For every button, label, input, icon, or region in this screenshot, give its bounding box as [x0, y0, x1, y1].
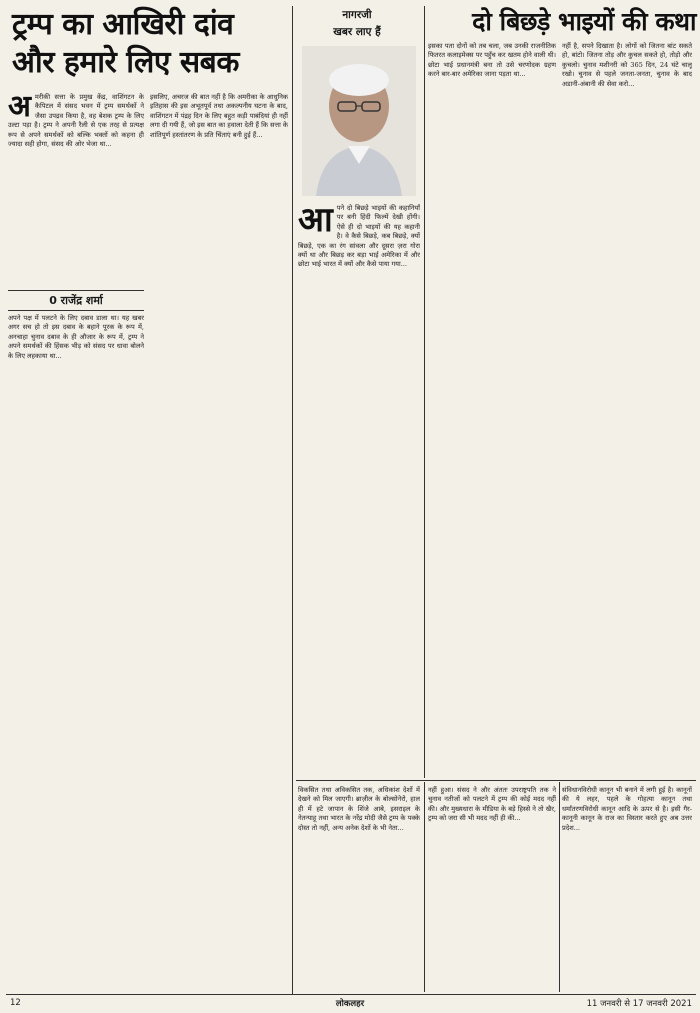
page-number: 12 — [10, 998, 21, 1008]
right-article-col2 — [562, 42, 692, 776]
center-text-2-body: विकसित तथा अविकसित तक, अधिकांश देशों में देखने को मिल जाएगी। ब्राज़ील के बोल्सोनेरो, हाल ही में हटे जापान के शिंजे आबे, इसराइल के नेतन्याहू तथा भारत के नरेंद्र मोदी जैसे ट्रम्प के पक्के दोस्त तो नहीं, अन्य अनेक देशों के भी नेता... — [298, 786, 420, 832]
left-dropcap: अ — [8, 93, 31, 124]
left-author-rule-top — [8, 290, 144, 291]
right-col2-text: नहीं है, सपने दिखाता है। लोगों को जितना बांट सकते हो, बांटो। जितना तोड़ और कुचल सकते हो, तोड़ो और कुचलो। चुनाव मशीनरी को 365 दिन, 24 घंटे चालू रखो। चुनाव से पहले जनता-जनता, चुनाव के बाद अडानी-अंबानी की सेवा करो... — [562, 42, 692, 88]
left-author: 0 राजेंद्र शर्मा — [49, 294, 103, 307]
right-headline: दो बिछड़े भाइयों की कथा — [472, 7, 696, 36]
left-para3-text: इसलिए, अचरज की बात नहीं है कि अमरीका के आधुनिक इतिहास की इस अभूतपूर्व तथा अकल्पनीय घटना के बाद, वाशिंगटन में पंद्रह दिन के लिए बहुत कड़ी पाबंदियां ही नहीं लगा दी गयी हैं, जो इस बात का हवाला देती हैं कि सत्ता के शांतिपूर्ण हस्तांतरण के प्रति चिंताएं बनी हुई हैं... — [150, 93, 288, 139]
center-text-1 — [298, 204, 420, 776]
center-text-1-body: पने दो बिछड़े भाइयों की कहानियाँ पर बनी हिंदी फिल्में देखी होंगी। ऐसे ही दो भाइयों की यह कहानी है। वे कैसे बिछड़े, कब बिछड़े, क्यों बिछड़े, एक का रंग सांवला और दूसरा ज़रा गोरा क्यों था और बिछड़ कर बड़ा भाई अमेरिका में और छोटा भाई भारत में क्यों और कैसे पाया गया... — [298, 204, 420, 269]
center-author-label — [296, 8, 418, 39]
author-portrait-image — [302, 46, 416, 196]
left-para2-text: अपने पक्ष में पलटने के लिए दबाव डाला था। यह खबर अगर सच हो तो इस दबाव के बहाने पूरक के रूप में, अनचाहा चुनाव दबाव के ही औजार के रूप में, ट्रम्प ने अपने समर्थकों की हिंसक भीड़ को संसद पर धावा बोलने के लिए लहकाया था... — [8, 314, 144, 360]
center-text-2 — [298, 786, 420, 990]
left-para1-text: मरीकी सत्ता के प्रमुख केंद्र, वाशिंगटन के कैपिटल में संसद भवन में ट्रम्प समर्थकों ने जैसा उपद्रव किया है, वह बेशक ट्रम्प के लिए उल्टा पड़ा है। ट्रम्प ने अपनी रैली से एक तरह से प्रत्यक्ष रूप से अपने समर्थकों को बल्कि भक्तों को कहना ही ज्यादा सही होगा, संसद की ओर भेजा था... — [8, 93, 144, 149]
left-headline-line1: ट्रम्प का आखिरी दांव — [12, 7, 234, 42]
left-headline-line2: और हमारे लिए सबक — [12, 44, 239, 80]
left-author-rule-bottom — [8, 310, 144, 311]
publication-name: लोकलहर — [335, 999, 365, 1009]
footer-rule — [6, 994, 696, 995]
right-col1-text: इसका पता दोनों को तब चला, जब उनकी राजनीतिक फितरत कलाइमेक्स पर पहुँच कर खतम होने वाली थी। छोटा भाई प्रधानमंत्री बना तो उसे चरणोदक ग्रहण करने बार-बार अमेरिका जाना पड़ता था... — [428, 42, 556, 79]
lower-section-rule — [296, 780, 696, 781]
right-col3-text: नहीं हुआ। संसद ने और अंततः उपराष्ट्रपति तक ने चुनाव नतीजों को पलटने में ट्रम्प की कोई मदद नहीं की। और मुख्यधारा के मीडिया के बड़े हिस्से ने तो खैर, ट्रम्प को जरा सी भी मदद नहीं ही की... — [428, 786, 556, 823]
right-col4-text: संविधानविरोधी कानून भी बनाने में लगी हुई है। कानूनों की ये लहर, पहले के गोहत्या कानून तथा धर्मांतरणविरोधी कानून आदि के ऊपर से है। इसी गैर-कानूनी कानून के राज का विस्तार करते हुए अब उत्तर प्रदेश... — [562, 786, 692, 832]
issue-date: 11 जनवरी से 17 जनवरी 2021 — [586, 999, 692, 1009]
column-divider-3 — [424, 782, 425, 992]
left-headline — [12, 8, 282, 79]
right-article-col4 — [562, 786, 692, 990]
author-portrait — [302, 46, 416, 196]
center-author-name: नागरजी — [342, 9, 372, 21]
center-dropcap: आ — [298, 204, 333, 240]
center-author-sub: खबर लाए हैं — [333, 26, 381, 38]
left-article-para3 — [150, 93, 288, 989]
right-article-col1 — [428, 42, 556, 776]
left-article-para1 — [8, 93, 144, 283]
left-article-para2 — [8, 314, 144, 989]
column-divider-2 — [424, 6, 425, 778]
column-divider-4 — [559, 782, 560, 992]
column-divider-1 — [292, 6, 293, 994]
right-article-col3 — [428, 786, 556, 990]
